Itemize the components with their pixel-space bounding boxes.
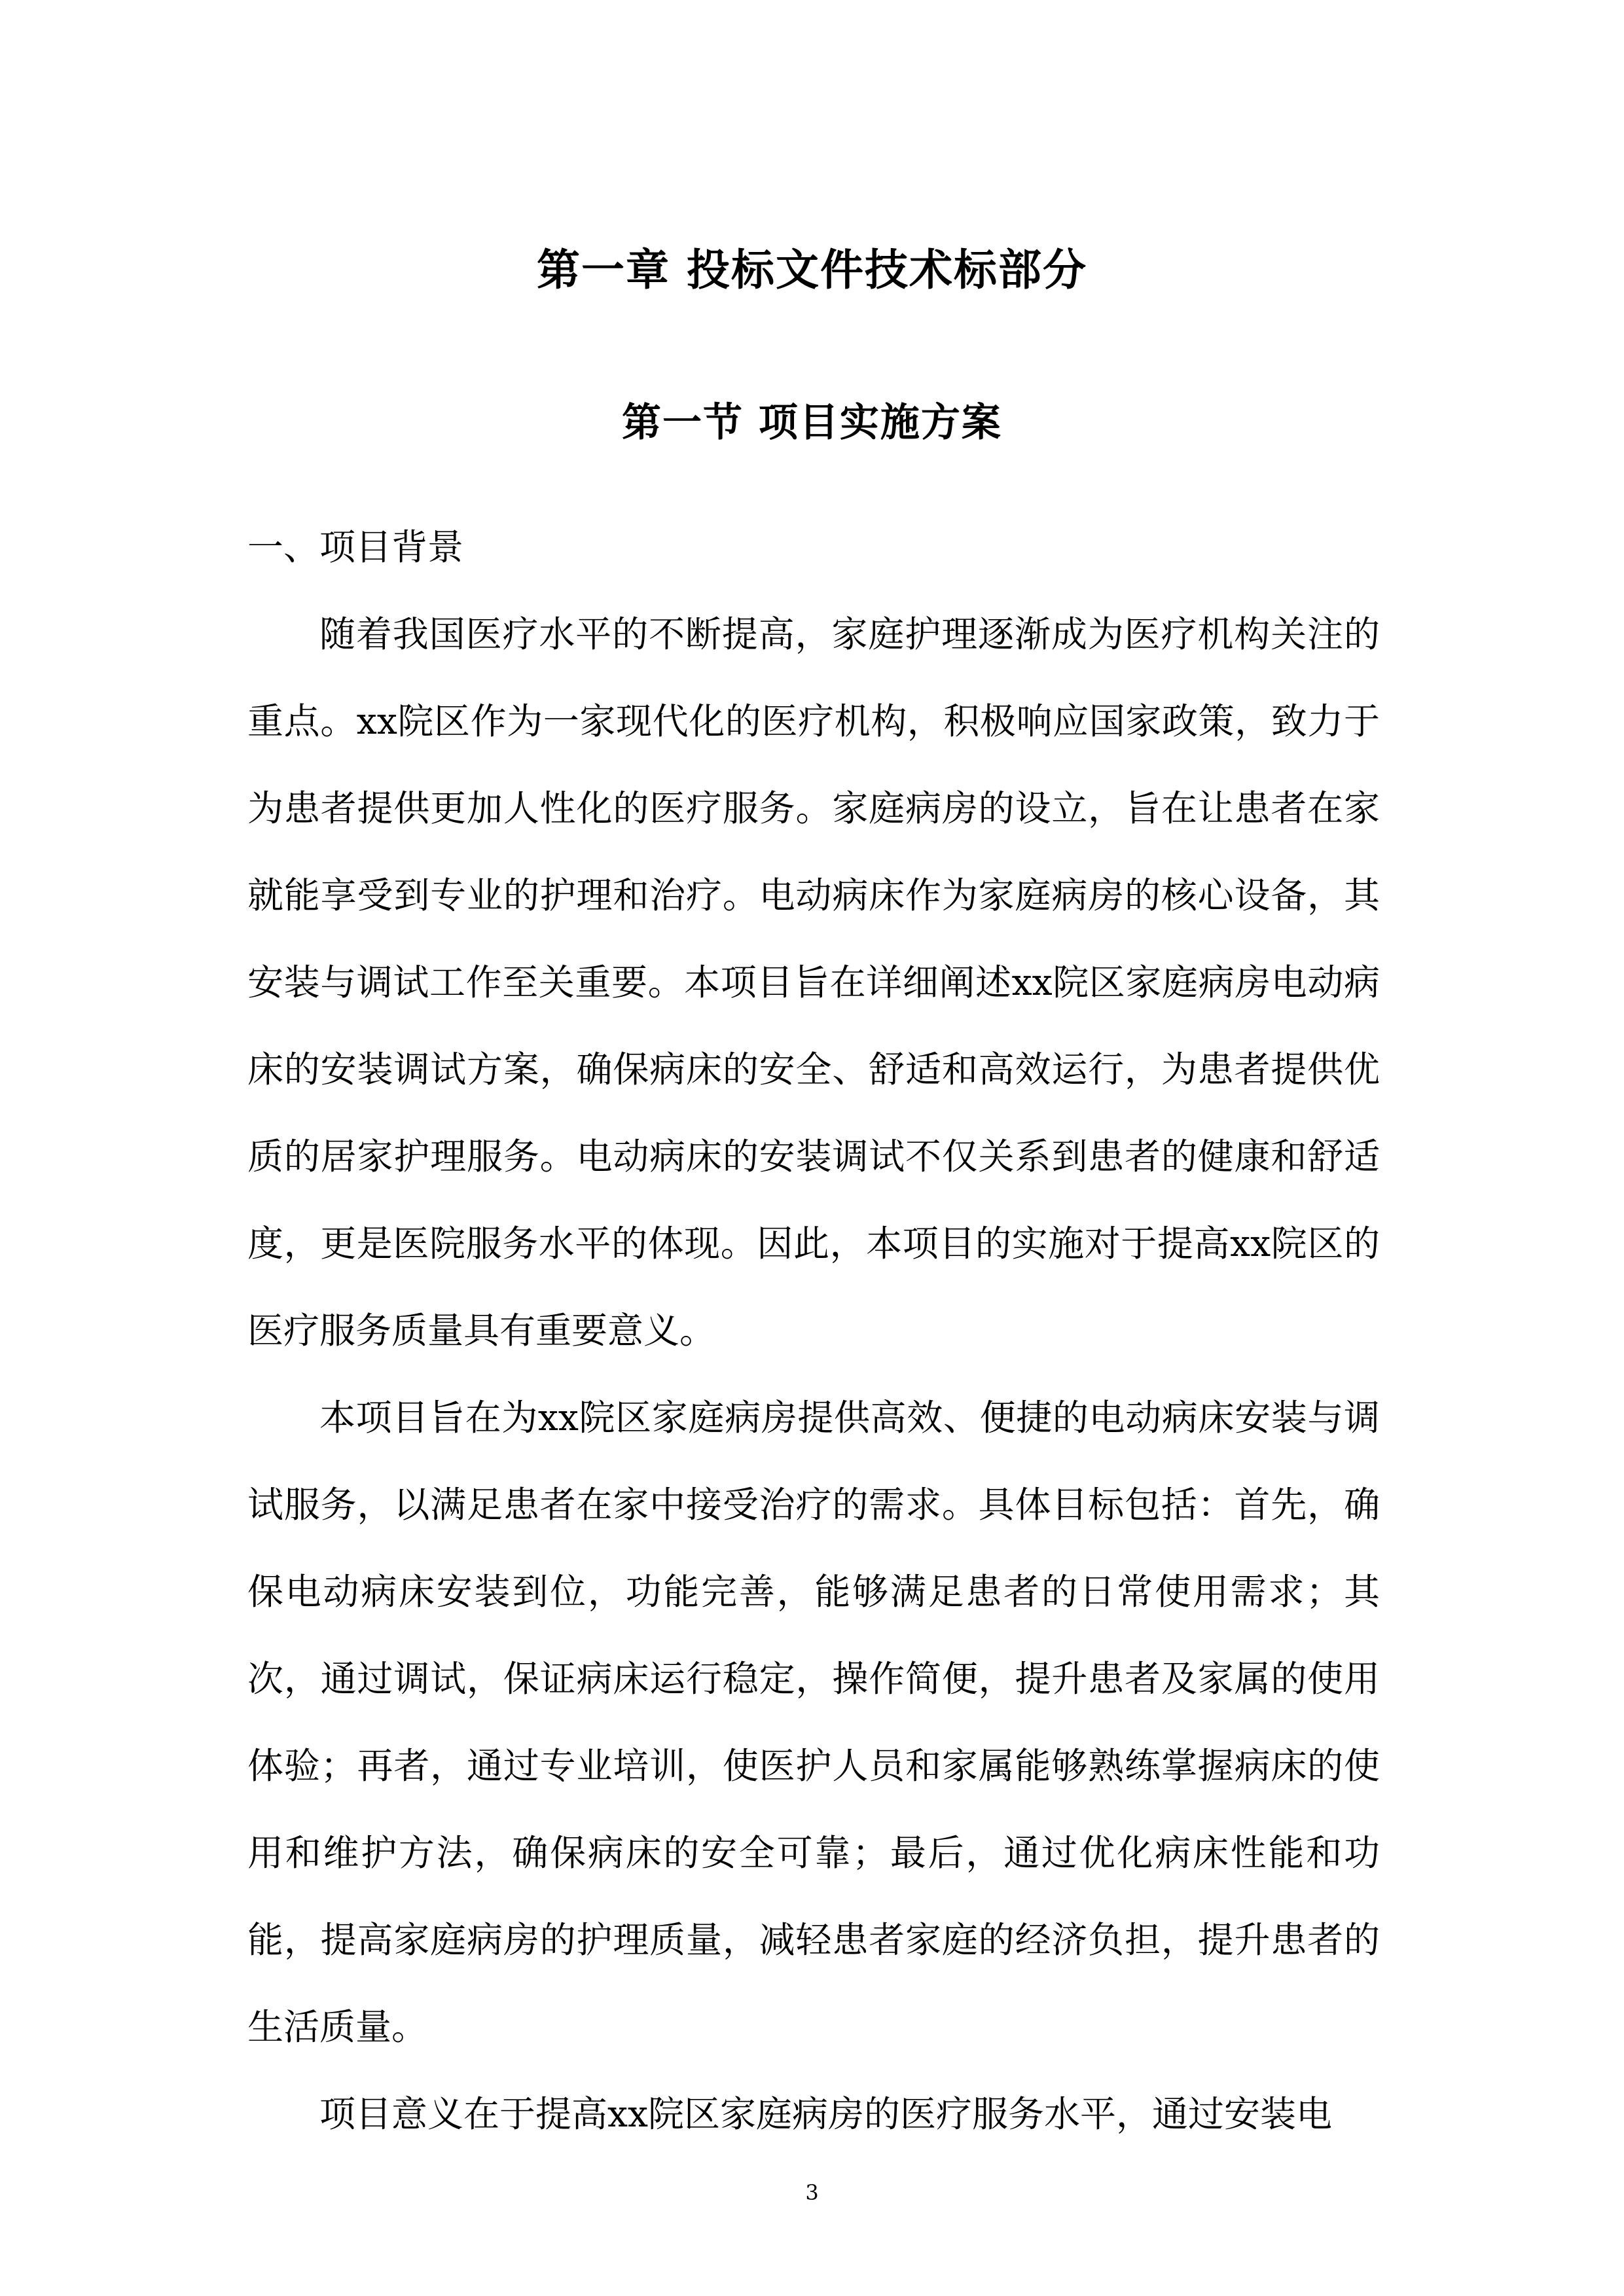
subsection-heading: 一、项目背景 (247, 526, 464, 568)
chapter-title: 第一章 投标文件技术标部分 (537, 244, 1087, 296)
paragraph-project-background: 随着我国医疗水平的不断提高，家庭护理逐渐成为医疗机构关注的重点。xx院区作为一家现代化的医疗机构，积极响应国家政策，致力于为患者提供更加人性化的医疗服务。家庭病房的设立，旨在让患者在家就能享受到专业的护理和治疗。电动病床作为家庭病房的核心设备，其安装与调试工作至关重要。本项目旨在详细阐述xx院区家庭病房电动病床的安装调试方案，确保病床的安全、舒适和高效运行，为患者提供优质的居家护理服务。电动病床的安装调试不仅关系到患者的健康和舒适度，更是医院服务水平的体现。因此，本项目的实施对于提高xx院区的医疗服务质量具有重要意义。 (247, 613, 1380, 1352)
document-body (247, 504, 1380, 2158)
page-number: 3 (805, 2180, 819, 2205)
paragraph-project-goals: 本项目旨在为xx院区家庭病房提供高效、便捷的电动病床安装与调试服务，以满足患者在家中接受治疗的需求。具体目标包括：首先，确保电动病床安装到位，功能完善，能够满足患者的日常使用需求；其次，通过调试，保证病床运行稳定，操作简便，提升患者及家属的使用体验；再者，通过专业培训，使医护人员和家属能够熟练掌握病床的使用和维护方法，确保病床的安全可靠；最后，通过优化病床性能和功能，提高家庭病房的护理质量，减轻患者家庭的经济负担，提升患者的生活质量。 (247, 1397, 1380, 2048)
section-title: 第一节 项目实施方案 (622, 399, 1002, 446)
paragraph-project-significance: 项目意义在于提高xx院区家庭病房的医疗服务水平，通过安装电 (319, 2093, 1333, 2135)
